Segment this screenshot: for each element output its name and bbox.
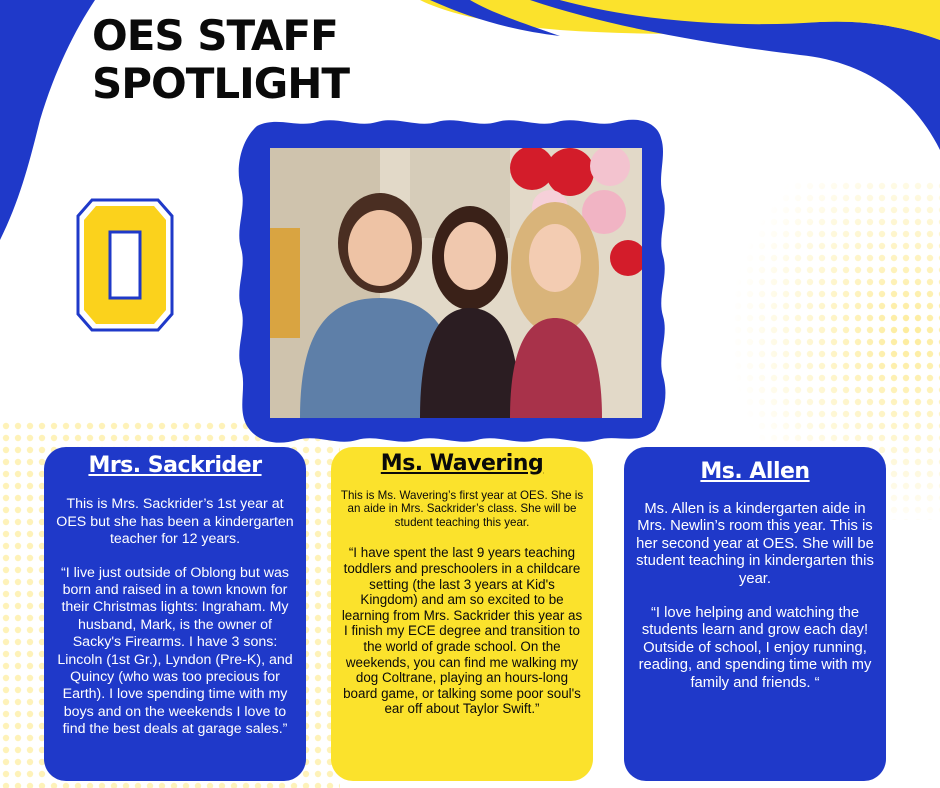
staff-quote: “I love helping and watching the students learn and grow each day! Outside of school, I enjoy running, reading, and spending time with my family and friends. “ bbox=[638, 604, 872, 691]
staff-quote: “I have spent the last 9 years teaching toddlers and preschoolers in a childcare setting (the last 3 years at Kid's Kingdom) and am so excited to be learning from Mrs. Sackrider this year as I finish my ECE degree and transition to the world of grade school. On the weekends, you can find me walking my dog Coltrane, playing an hours-long board game, or talking some poor soul's ear off about Taylor Swift.” bbox=[341, 545, 583, 717]
title-line-1: OES STAFF bbox=[92, 11, 338, 60]
staff-intro: This is Mrs. Sackrider’s 1st year at OES but she has been a kindergarten teacher for 12 years. bbox=[56, 496, 294, 548]
staff-name: Ms. Allen bbox=[700, 459, 810, 484]
staff-intro: This is Ms. Wavering’s first year at OES. She is an aide in Mrs. Sackrider’s class. She will be student teaching this year. bbox=[340, 488, 584, 529]
staff-name: Ms. Wavering bbox=[380, 451, 544, 476]
staff-card-allen bbox=[624, 447, 886, 781]
staff-intro: Ms. Allen is a kindergarten aide in Mrs. Newlin’s room this year. This is her second year at OES. She will be student teaching in kindergarten this year. bbox=[636, 500, 874, 587]
page-title bbox=[92, 12, 349, 108]
staff-quote: “I live just outside of Oblong but was born and raised in a town known for their Christmas lights: Ingraham. My husband, Mark, is the owner of Sacky's Firearms. I have 3 sons: Lincoln (1st Gr.), Lyndon (Pre-K), and Quincy (who was too precious for Earth). I love spending time with my boys and on the weekends I love to find the best deals at garage sales.” bbox=[57, 564, 293, 738]
staff-card-sackrider bbox=[44, 447, 306, 781]
group-photo-icon bbox=[270, 148, 642, 418]
staff-card-wavering bbox=[331, 447, 593, 781]
staff-name: Mrs. Sackrider bbox=[88, 453, 262, 478]
title-line-2: SPOTLIGHT bbox=[92, 59, 350, 108]
block-letter-o-icon bbox=[70, 194, 180, 336]
